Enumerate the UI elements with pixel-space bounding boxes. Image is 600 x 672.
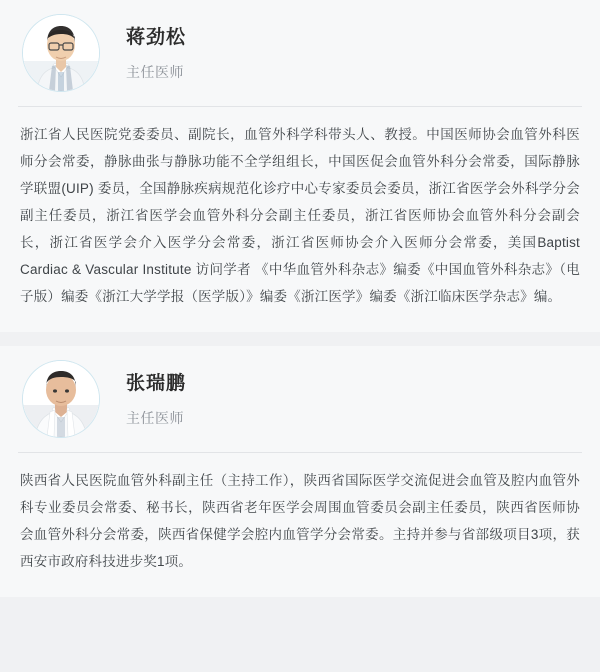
avatar bbox=[22, 360, 100, 438]
doctor-card-header bbox=[0, 346, 600, 452]
doctor-name: 蒋劲松 bbox=[126, 27, 187, 49]
doctor-meta bbox=[126, 24, 186, 82]
doctor-meta bbox=[126, 370, 186, 428]
doctor-card[interactable] bbox=[0, 0, 600, 332]
doctor-name: 张瑞鹏 bbox=[126, 373, 187, 395]
avatar bbox=[22, 14, 100, 92]
doctor-bio: 浙江省人民医院党委委员、副院长，血管外科学科带头人、教授。中国医师协会血管外科医师分会常委，静脉曲张与静脉功能不全学组组长，中国医促会血管外科分会常委，国际静脉学联盟(UIP) 委员，全国静脉疾病规范化诊疗中心专家委员会委员，浙江省医学会外科学分会副主任委员，浙江省医学会血管外科分会副主任委员，浙江省医师协会血管外科分会副会长，浙江省医学会介入医学分会常委，浙江省医师协会介入医师分会常委，美国Baptist Cardiac & Vascular Institute 访问学者 《中华血管外科杂志》编委《中国血管外科杂志》（电子版）编委《浙江大学学报（医学版）》编委《浙江医学》编委《浙江临床医学杂志》编。 bbox=[20, 127, 580, 304]
doctor-title: 主任医师 bbox=[126, 63, 184, 80]
doctor-portrait-icon bbox=[23, 15, 99, 91]
doctor-card[interactable] bbox=[0, 346, 600, 597]
doctor-bio: 陕西省人民医院血管外科副主任（主持工作），陕西省国际医学交流促进会血管及腔内血管外科专业委员会常委、秘书长，陕西省老年医学会周围血管委员会副主任委员，陕西省医师协会血管外科分会常委，陕西省保健学会腔内血管学分会常委。主持并参与省部级项目3项，获西安市政府科技进步奖1项。 bbox=[20, 473, 580, 569]
doctor-portrait-icon bbox=[23, 361, 99, 437]
doctor-card-header bbox=[0, 0, 600, 106]
doctor-title: 主任医师 bbox=[126, 409, 184, 426]
